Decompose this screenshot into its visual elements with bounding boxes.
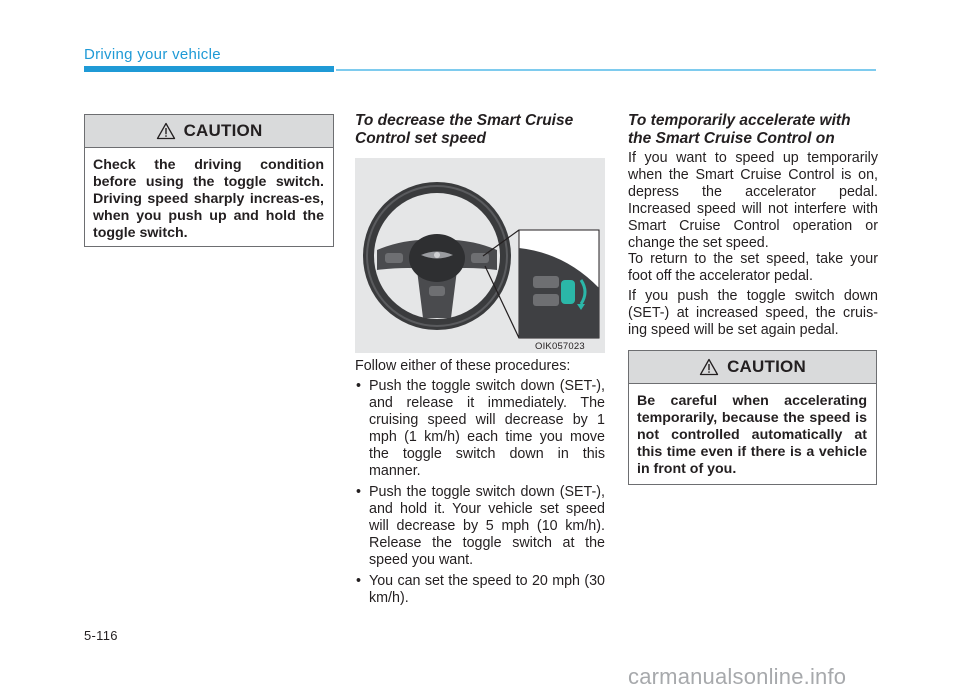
steering-wheel-figure (355, 158, 605, 353)
caution-box-right (628, 350, 877, 485)
caution-body: Check the driving condition before using the toggle switch. Driving speed sharply increas-es, when you push up and hold the toggle switch. (93, 157, 324, 241)
caution-title: CAUTION (183, 121, 263, 140)
paragraph: If you want to speed up temporarily when the Smart Cruise Control is on, depress the accelerator pedal. Increased speed will not interfere with Smart Cruise Control operation or change the set speed. (628, 150, 878, 251)
procedure-list (355, 378, 605, 611)
caution-title: CAUTION (727, 357, 806, 376)
intro-text: Follow either of these procedures: (355, 358, 571, 374)
header-rule-light (336, 69, 876, 71)
warning-triangle-icon (156, 122, 176, 140)
list-item: • Push the toggle switch down (SET-), and release it immediately. The cruising speed will decrease by 1 mph (1 km/h) each time you move the toggle switch down in this manner. (355, 378, 605, 480)
figure-label: OIK057023 (535, 341, 585, 352)
caution-body: Be careful when accelerating temporarily, because the speed is not controlled automatically at this time even if there is a vehicle in front of you. (637, 393, 867, 477)
caution-header (85, 115, 333, 148)
list-item: • You can set the speed to 20 mph (30 km/h). (355, 573, 605, 607)
list-item: • Push the toggle switch down (SET-), and hold it. Your vehicle set speed will decrease by 5 mph (10 km/h). Release the toggle switch at the speed you want. (355, 484, 605, 569)
watermark: carmanualsonline.info (628, 664, 847, 689)
caution-header (629, 351, 876, 384)
heading-decrease-speed: To decrease the Smart Cruise Control set speed (355, 112, 574, 147)
paragraph: To return to the set speed, take your foot off the accelerator pedal. (628, 251, 878, 284)
paragraph: If you push the toggle switch down (SET-) at increased speed, the cruis-ing speed will be set again pedal. (628, 288, 878, 338)
heading-temporary-accelerate: To temporarily accelerate with the Smart Cruise Control on (628, 112, 851, 147)
steering-wheel-illustration (355, 158, 605, 353)
warning-triangle-icon (699, 358, 719, 376)
section-title: Driving your vehicle (84, 46, 221, 63)
caution-box-left (84, 114, 334, 247)
page-number: 5-116 (84, 628, 118, 643)
header-rule-dark (84, 66, 334, 72)
